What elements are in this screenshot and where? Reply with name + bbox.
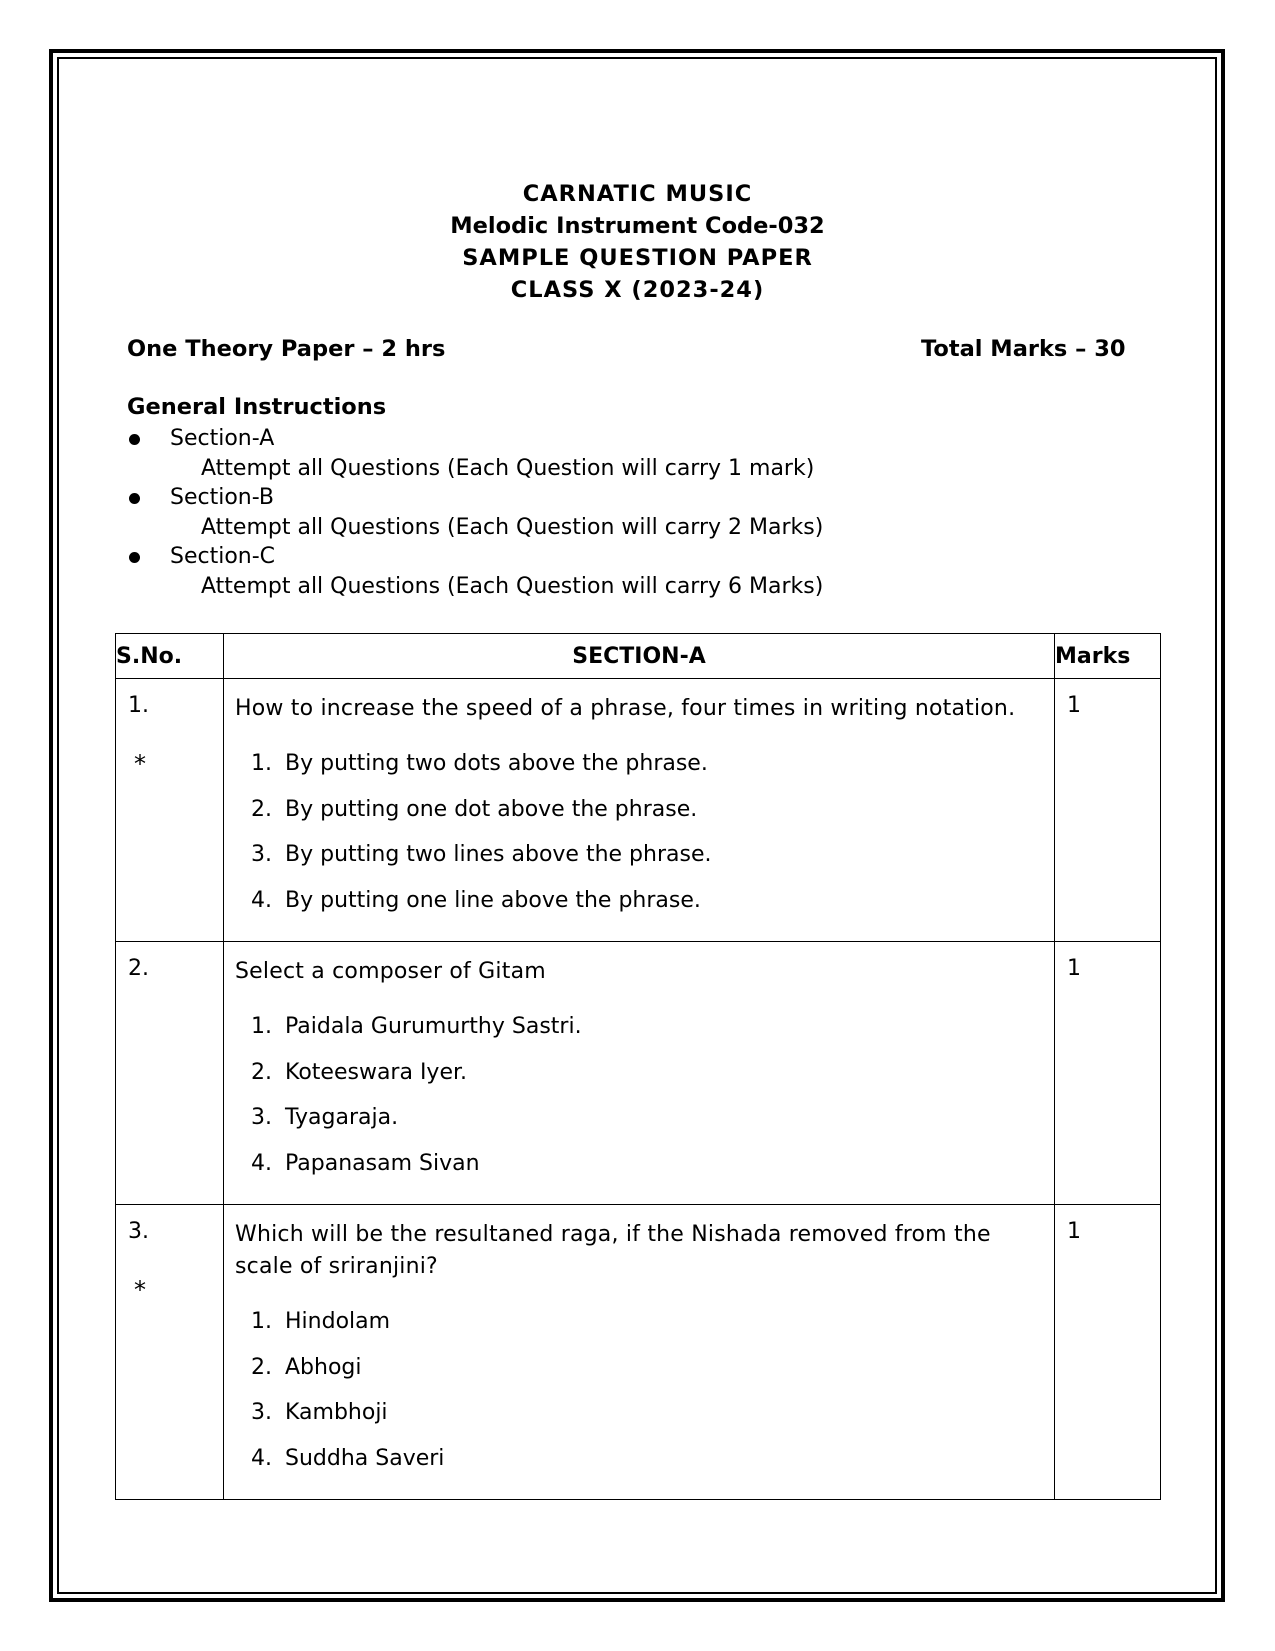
option-item: 3. By putting two lines above the phrase. — [279, 832, 1042, 878]
table-row — [116, 942, 1161, 1205]
instruction-section: Section-B — [170, 485, 274, 510]
star-mark: * — [134, 1276, 146, 1304]
options-list — [235, 1004, 1042, 1186]
instrument-code: Melodic Instrument Code-032 — [450, 213, 825, 239]
table-row — [116, 1205, 1161, 1500]
class-year: CLASS X (2023-24) — [510, 277, 765, 303]
bullet-icon — [129, 493, 140, 504]
question-marks: 1 — [1055, 942, 1161, 1205]
question-number: 3. — [128, 1219, 149, 1244]
paper-type: SAMPLE QUESTION PAPER — [462, 245, 813, 271]
question-cell — [224, 1205, 1055, 1500]
options-list — [235, 1299, 1042, 1481]
question-number-cell — [116, 1205, 224, 1500]
question-number-cell — [116, 679, 224, 942]
option-item: 1. Paidala Gurumurthy Sastri. — [279, 1004, 1042, 1050]
question-text: Select a composer of Gitam — [235, 959, 546, 984]
question-marks: 1 — [1055, 679, 1161, 942]
option-item: 3. Kambhoji — [279, 1390, 1042, 1436]
bullet-icon — [129, 434, 140, 445]
instruction-desc: Attempt all Questions (Each Question will carry 1 mark) — [201, 455, 815, 481]
table-header-row — [116, 634, 1161, 679]
option-item: 3. Tyagaraja. — [279, 1095, 1042, 1141]
option-item: 1. Hindolam — [279, 1299, 1042, 1345]
total-marks: Total Marks – 30 — [921, 336, 1126, 362]
question-cell — [224, 679, 1055, 942]
question-text: Which will be the resultaned raga, if the Nishada removed from the scale of sriranjini? — [235, 1222, 991, 1279]
option-item: 4. Suddha Saveri — [279, 1436, 1042, 1482]
table-row — [116, 679, 1161, 942]
header-section: SECTION-A — [224, 634, 1055, 679]
question-number: 1. — [128, 693, 149, 718]
header-marks: Marks — [1055, 634, 1161, 679]
instruction-section: Section-A — [170, 426, 275, 451]
instruction-item — [127, 542, 823, 601]
star-mark: * — [134, 750, 146, 778]
option-item: 4. By putting one line above the phrase. — [279, 878, 1042, 924]
question-number: 2. — [128, 956, 149, 981]
option-item: 1. By putting two dots above the phrase. — [279, 741, 1042, 787]
question-cell — [224, 942, 1055, 1205]
paper-header — [0, 178, 1275, 306]
question-number-cell — [116, 942, 224, 1205]
option-item: 4. Papanasam Sivan — [279, 1141, 1042, 1187]
instruction-section: Section-C — [170, 544, 276, 569]
header-sno: S.No. — [116, 634, 224, 679]
question-marks: 1 — [1055, 1205, 1161, 1500]
options-list — [235, 741, 1042, 923]
option-item: 2. Koteeswara Iyer. — [279, 1050, 1042, 1096]
instruction-desc: Attempt all Questions (Each Question will carry 2 Marks) — [201, 514, 824, 540]
question-table — [115, 633, 1161, 1500]
question-text: How to increase the speed of a phrase, four times in writing notation. — [235, 696, 1016, 721]
instructions-list — [127, 424, 823, 601]
subject-title: CARNATIC MUSIC — [522, 181, 753, 207]
option-item: 2. Abhogi — [279, 1345, 1042, 1391]
bullet-icon — [129, 552, 140, 563]
instruction-desc: Attempt all Questions (Each Question will carry 6 Marks) — [201, 573, 824, 599]
option-item: 2. By putting one dot above the phrase. — [279, 787, 1042, 833]
instruction-item — [127, 483, 823, 542]
instructions-title: General Instructions — [127, 394, 387, 420]
instruction-item — [127, 424, 823, 483]
paper-duration: One Theory Paper – 2 hrs — [127, 336, 446, 362]
